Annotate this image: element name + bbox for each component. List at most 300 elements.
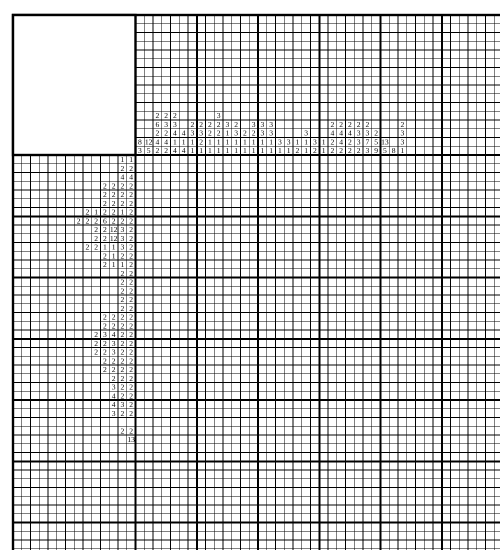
grid-cell[interactable] [153, 496, 162, 505]
grid-cell[interactable] [188, 435, 197, 444]
grid-cell[interactable] [144, 453, 153, 462]
grid-cell[interactable] [223, 435, 232, 444]
grid-cell[interactable] [407, 435, 416, 444]
grid-cell[interactable] [398, 234, 407, 243]
grid-cell[interactable] [136, 505, 145, 514]
grid-cell[interactable] [249, 444, 258, 453]
grid-cell[interactable] [232, 470, 241, 479]
grid-cell[interactable] [197, 488, 206, 497]
grid-cell[interactable] [451, 164, 460, 173]
grid-cell[interactable] [249, 461, 258, 470]
grid-cell[interactable] [328, 400, 337, 409]
grid-cell[interactable] [232, 304, 241, 313]
grid-cell[interactable] [293, 251, 302, 260]
grid-cell[interactable] [136, 470, 145, 479]
grid-cell[interactable] [442, 269, 451, 278]
grid-cell[interactable] [354, 199, 363, 208]
grid-cell[interactable] [381, 444, 390, 453]
grid-cell[interactable] [232, 488, 241, 497]
grid-cell[interactable] [433, 251, 442, 260]
grid-cell[interactable] [188, 190, 197, 199]
grid-cell[interactable] [354, 313, 363, 322]
grid-cell[interactable] [459, 400, 468, 409]
grid-cell[interactable] [162, 418, 171, 427]
grid-cell[interactable] [407, 418, 416, 427]
grid-cell[interactable] [319, 199, 328, 208]
grid-cell[interactable] [241, 304, 250, 313]
grid-cell[interactable] [188, 540, 197, 549]
grid-cell[interactable] [346, 400, 355, 409]
grid-cell[interactable] [407, 409, 416, 418]
grid-cell[interactable] [258, 488, 267, 497]
grid-cell[interactable] [451, 418, 460, 427]
grid-cell[interactable] [136, 251, 145, 260]
grid-cell[interactable] [477, 356, 486, 365]
grid-cell[interactable] [206, 321, 215, 330]
grid-cell[interactable] [407, 479, 416, 488]
grid-cell[interactable] [433, 488, 442, 497]
grid-cell[interactable] [416, 190, 425, 199]
grid-cell[interactable] [241, 286, 250, 295]
grid-cell[interactable] [232, 225, 241, 234]
grid-cell[interactable] [302, 479, 311, 488]
grid-cell[interactable] [459, 251, 468, 260]
grid-cell[interactable] [214, 173, 223, 182]
grid-cell[interactable] [258, 505, 267, 514]
grid-cell[interactable] [477, 304, 486, 313]
grid-cell[interactable] [267, 531, 276, 540]
grid-cell[interactable] [136, 181, 145, 190]
grid-cell[interactable] [153, 313, 162, 322]
grid-cell[interactable] [284, 418, 293, 427]
grid-cell[interactable] [293, 278, 302, 287]
grid-cell[interactable] [136, 199, 145, 208]
grid-cell[interactable] [328, 470, 337, 479]
grid-cell[interactable] [319, 286, 328, 295]
grid-cell[interactable] [486, 260, 495, 269]
grid-cell[interactable] [381, 164, 390, 173]
grid-cell[interactable] [144, 479, 153, 488]
grid-cell[interactable] [241, 260, 250, 269]
grid-cell[interactable] [416, 278, 425, 287]
grid-cell[interactable] [459, 339, 468, 348]
grid-cell[interactable] [319, 190, 328, 199]
grid-cell[interactable] [319, 374, 328, 383]
grid-cell[interactable] [276, 374, 285, 383]
grid-cell[interactable] [293, 304, 302, 313]
grid-cell[interactable] [276, 260, 285, 269]
grid-cell[interactable] [319, 260, 328, 269]
grid-cell[interactable] [433, 383, 442, 392]
grid-cell[interactable] [144, 199, 153, 208]
grid-cell[interactable] [249, 540, 258, 549]
grid-cell[interactable] [179, 435, 188, 444]
grid-cell[interactable] [179, 199, 188, 208]
grid-cell[interactable] [258, 496, 267, 505]
grid-cell[interactable] [319, 400, 328, 409]
grid-cell[interactable] [223, 234, 232, 243]
grid-cell[interactable] [276, 199, 285, 208]
grid-cell[interactable] [494, 391, 500, 400]
grid-cell[interactable] [214, 313, 223, 322]
grid-cell[interactable] [232, 269, 241, 278]
grid-cell[interactable] [494, 339, 500, 348]
grid-cell[interactable] [416, 251, 425, 260]
grid-cell[interactable] [363, 453, 372, 462]
grid-cell[interactable] [416, 295, 425, 304]
grid-cell[interactable] [197, 313, 206, 322]
grid-cell[interactable] [214, 155, 223, 164]
grid-cell[interactable] [486, 164, 495, 173]
grid-cell[interactable] [232, 540, 241, 549]
grid-cell[interactable] [258, 409, 267, 418]
grid-cell[interactable] [398, 461, 407, 470]
grid-cell[interactable] [486, 321, 495, 330]
grid-cell[interactable] [328, 295, 337, 304]
grid-cell[interactable] [162, 505, 171, 514]
grid-cell[interactable] [223, 505, 232, 514]
grid-cell[interactable] [162, 391, 171, 400]
grid-cell[interactable] [179, 444, 188, 453]
grid-cell[interactable] [407, 339, 416, 348]
grid-cell[interactable] [319, 514, 328, 523]
grid-cell[interactable] [363, 418, 372, 427]
grid-cell[interactable] [468, 173, 477, 182]
grid-cell[interactable] [206, 409, 215, 418]
grid-cell[interactable] [249, 199, 258, 208]
grid-cell[interactable] [136, 383, 145, 392]
grid-cell[interactable] [136, 391, 145, 400]
grid-cell[interactable] [284, 286, 293, 295]
grid-cell[interactable] [179, 391, 188, 400]
grid-cell[interactable] [328, 391, 337, 400]
grid-cell[interactable] [267, 199, 276, 208]
grid-cell[interactable] [354, 173, 363, 182]
grid-cell[interactable] [284, 531, 293, 540]
grid-cell[interactable] [311, 383, 320, 392]
grid-cell[interactable] [451, 540, 460, 549]
grid-cell[interactable] [276, 225, 285, 234]
grid-cell[interactable] [136, 453, 145, 462]
grid-cell[interactable] [153, 164, 162, 173]
grid-cell[interactable] [433, 435, 442, 444]
grid-cell[interactable] [451, 505, 460, 514]
grid-cell[interactable] [451, 365, 460, 374]
grid-cell[interactable] [398, 426, 407, 435]
grid-cell[interactable] [171, 304, 180, 313]
grid-cell[interactable] [433, 426, 442, 435]
grid-cell[interactable] [188, 505, 197, 514]
grid-cell[interactable] [468, 409, 477, 418]
grid-cell[interactable] [398, 514, 407, 523]
grid-cell[interactable] [424, 260, 433, 269]
grid-cell[interactable] [249, 173, 258, 182]
grid-cell[interactable] [153, 418, 162, 427]
grid-cell[interactable] [206, 479, 215, 488]
grid-cell[interactable] [206, 461, 215, 470]
grid-cell[interactable] [459, 295, 468, 304]
grid-cell[interactable] [206, 426, 215, 435]
grid-cell[interactable] [407, 374, 416, 383]
grid-cell[interactable] [293, 330, 302, 339]
grid-cell[interactable] [276, 514, 285, 523]
grid-cell[interactable] [363, 496, 372, 505]
grid-cell[interactable] [398, 531, 407, 540]
grid-cell[interactable] [179, 295, 188, 304]
grid-cell[interactable] [346, 470, 355, 479]
grid-cell[interactable] [468, 260, 477, 269]
grid-cell[interactable] [319, 208, 328, 217]
grid-cell[interactable] [276, 453, 285, 462]
grid-cell[interactable] [258, 173, 267, 182]
grid-cell[interactable] [319, 348, 328, 357]
grid-cell[interactable] [477, 313, 486, 322]
grid-cell[interactable] [328, 505, 337, 514]
grid-cell[interactable] [153, 173, 162, 182]
grid-cell[interactable] [477, 164, 486, 173]
grid-cell[interactable] [144, 400, 153, 409]
grid-cell[interactable] [276, 216, 285, 225]
grid-cell[interactable] [249, 488, 258, 497]
grid-cell[interactable] [372, 400, 381, 409]
grid-cell[interactable] [381, 479, 390, 488]
grid-cell[interactable] [494, 243, 500, 252]
grid-cell[interactable] [284, 409, 293, 418]
grid-cell[interactable] [477, 540, 486, 549]
grid-cell[interactable] [381, 488, 390, 497]
grid-cell[interactable] [398, 400, 407, 409]
grid-cell[interactable] [197, 374, 206, 383]
grid-cell[interactable] [494, 435, 500, 444]
grid-cell[interactable] [328, 523, 337, 532]
grid-cell[interactable] [284, 295, 293, 304]
grid-cell[interactable] [468, 155, 477, 164]
grid-cell[interactable] [389, 426, 398, 435]
grid-cell[interactable] [372, 216, 381, 225]
grid-cell[interactable] [258, 461, 267, 470]
grid-cell[interactable] [337, 479, 346, 488]
grid-cell[interactable] [311, 286, 320, 295]
grid-cell[interactable] [416, 339, 425, 348]
grid-cell[interactable] [214, 330, 223, 339]
grid-cell[interactable] [337, 339, 346, 348]
grid-cell[interactable] [311, 278, 320, 287]
grid-cell[interactable] [372, 181, 381, 190]
grid-cell[interactable] [188, 286, 197, 295]
grid-cell[interactable] [267, 444, 276, 453]
grid-cell[interactable] [424, 339, 433, 348]
grid-cell[interactable] [249, 216, 258, 225]
grid-cell[interactable] [372, 164, 381, 173]
grid-cell[interactable] [144, 514, 153, 523]
grid-cell[interactable] [424, 505, 433, 514]
grid-cell[interactable] [363, 330, 372, 339]
grid-cell[interactable] [407, 470, 416, 479]
grid-cell[interactable] [284, 453, 293, 462]
grid-cell[interactable] [144, 339, 153, 348]
grid-cell[interactable] [407, 260, 416, 269]
grid-cell[interactable] [433, 514, 442, 523]
grid-cell[interactable] [486, 173, 495, 182]
grid-cell[interactable] [179, 488, 188, 497]
grid-cell[interactable] [494, 531, 500, 540]
grid-cell[interactable] [381, 330, 390, 339]
grid-cell[interactable] [486, 383, 495, 392]
grid-cell[interactable] [223, 269, 232, 278]
grid-cell[interactable] [328, 348, 337, 357]
grid-cell[interactable] [433, 461, 442, 470]
grid-cell[interactable] [223, 330, 232, 339]
grid-cell[interactable] [363, 278, 372, 287]
grid-cell[interactable] [258, 190, 267, 199]
grid-cell[interactable] [381, 181, 390, 190]
grid-cell[interactable] [424, 216, 433, 225]
grid-cell[interactable] [197, 531, 206, 540]
grid-cell[interactable] [197, 356, 206, 365]
grid-cell[interactable] [389, 173, 398, 182]
grid-cell[interactable] [214, 199, 223, 208]
grid-cell[interactable] [171, 461, 180, 470]
grid-cell[interactable] [346, 260, 355, 269]
grid-cell[interactable] [214, 540, 223, 549]
grid-cell[interactable] [451, 391, 460, 400]
grid-cell[interactable] [346, 190, 355, 199]
grid-cell[interactable] [407, 488, 416, 497]
grid-cell[interactable] [451, 479, 460, 488]
grid-cell[interactable] [494, 479, 500, 488]
grid-cell[interactable] [293, 190, 302, 199]
grid-cell[interactable] [188, 278, 197, 287]
grid-cell[interactable] [197, 278, 206, 287]
grid-cell[interactable] [328, 383, 337, 392]
grid-cell[interactable] [372, 391, 381, 400]
grid-cell[interactable] [337, 505, 346, 514]
grid-cell[interactable] [223, 313, 232, 322]
grid-cell[interactable] [416, 453, 425, 462]
grid-cell[interactable] [328, 225, 337, 234]
grid-cell[interactable] [451, 278, 460, 287]
grid-cell[interactable] [389, 453, 398, 462]
grid-cell[interactable] [179, 164, 188, 173]
grid-cell[interactable] [162, 173, 171, 182]
grid-cell[interactable] [319, 313, 328, 322]
grid-cell[interactable] [232, 173, 241, 182]
grid-cell[interactable] [346, 435, 355, 444]
grid-cell[interactable] [162, 409, 171, 418]
grid-cell[interactable] [372, 531, 381, 540]
grid-cell[interactable] [398, 453, 407, 462]
grid-cell[interactable] [162, 234, 171, 243]
grid-cell[interactable] [188, 321, 197, 330]
grid-cell[interactable] [451, 208, 460, 217]
grid-cell[interactable] [416, 260, 425, 269]
grid-cell[interactable] [337, 461, 346, 470]
grid-cell[interactable] [363, 383, 372, 392]
grid-cell[interactable] [179, 453, 188, 462]
grid-cell[interactable] [442, 234, 451, 243]
grid-cell[interactable] [188, 339, 197, 348]
grid-cell[interactable] [258, 216, 267, 225]
grid-cell[interactable] [188, 496, 197, 505]
grid-cell[interactable] [188, 391, 197, 400]
grid-cell[interactable] [346, 365, 355, 374]
grid-cell[interactable] [197, 295, 206, 304]
grid-cell[interactable] [179, 356, 188, 365]
grid-cell[interactable] [197, 321, 206, 330]
grid-cell[interactable] [477, 418, 486, 427]
grid-cell[interactable] [337, 199, 346, 208]
grid-cell[interactable] [241, 514, 250, 523]
grid-cell[interactable] [477, 234, 486, 243]
grid-cell[interactable] [302, 304, 311, 313]
grid-cell[interactable] [363, 365, 372, 374]
grid-cell[interactable] [328, 234, 337, 243]
grid-cell[interactable] [433, 313, 442, 322]
grid-cell[interactable] [459, 479, 468, 488]
grid-cell[interactable] [486, 496, 495, 505]
grid-cell[interactable] [442, 374, 451, 383]
grid-cell[interactable] [241, 313, 250, 322]
grid-cell[interactable] [232, 496, 241, 505]
grid-cell[interactable] [363, 208, 372, 217]
grid-cell[interactable] [197, 251, 206, 260]
grid-cell[interactable] [206, 531, 215, 540]
grid-cell[interactable] [171, 269, 180, 278]
grid-cell[interactable] [284, 321, 293, 330]
grid-cell[interactable] [144, 208, 153, 217]
grid-cell[interactable] [381, 348, 390, 357]
grid-cell[interactable] [197, 523, 206, 532]
grid-cell[interactable] [258, 295, 267, 304]
grid-cell[interactable] [337, 304, 346, 313]
grid-cell[interactable] [442, 173, 451, 182]
grid-cell[interactable] [416, 479, 425, 488]
grid-cell[interactable] [153, 426, 162, 435]
grid-cell[interactable] [179, 286, 188, 295]
grid-cell[interactable] [363, 435, 372, 444]
grid-cell[interactable] [258, 470, 267, 479]
grid-cell[interactable] [389, 321, 398, 330]
grid-cell[interactable] [381, 540, 390, 549]
grid-cell[interactable] [267, 365, 276, 374]
grid-cell[interactable] [144, 409, 153, 418]
grid-cell[interactable] [398, 505, 407, 514]
grid-cell[interactable] [258, 155, 267, 164]
grid-cell[interactable] [171, 164, 180, 173]
grid-cell[interactable] [486, 479, 495, 488]
grid-cell[interactable] [258, 269, 267, 278]
grid-cell[interactable] [284, 374, 293, 383]
grid-cell[interactable] [389, 339, 398, 348]
grid-cell[interactable] [451, 304, 460, 313]
grid-cell[interactable] [136, 164, 145, 173]
grid-cell[interactable] [468, 540, 477, 549]
grid-cell[interactable] [486, 374, 495, 383]
grid-cell[interactable] [372, 173, 381, 182]
grid-cell[interactable] [486, 514, 495, 523]
grid-cell[interactable] [328, 531, 337, 540]
grid-cell[interactable] [258, 444, 267, 453]
grid-cell[interactable] [477, 339, 486, 348]
grid-cell[interactable] [249, 400, 258, 409]
grid-cell[interactable] [153, 505, 162, 514]
grid-cell[interactable] [486, 225, 495, 234]
grid-cell[interactable] [328, 514, 337, 523]
grid-cell[interactable] [311, 190, 320, 199]
grid-cell[interactable] [416, 461, 425, 470]
grid-cell[interactable] [468, 286, 477, 295]
grid-cell[interactable] [223, 208, 232, 217]
